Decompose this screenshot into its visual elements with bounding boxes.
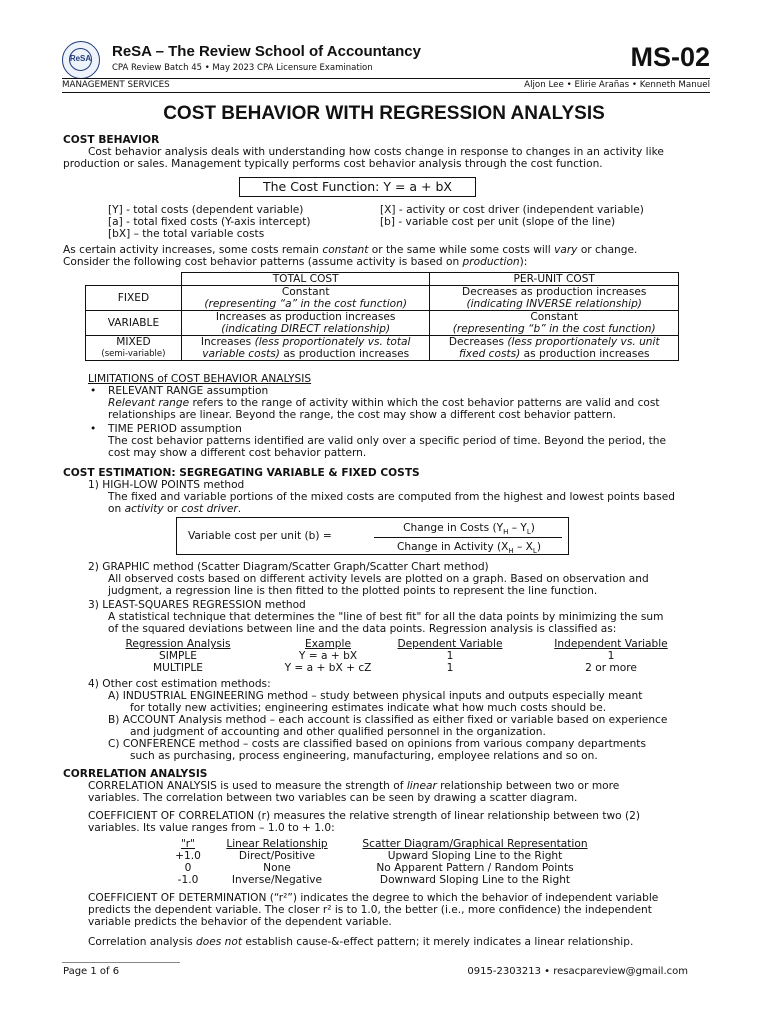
correlation-p3-line2: predicts the dependent variable. The closer r² is to 1.0, the better (i.e., more confidence) the independent xyxy=(88,904,652,916)
limitations-heading: LIMITATIONS of COST BEHAVIOR ANALYSIS xyxy=(88,373,312,385)
cost-behavior-p1-line2: production or sales. Management typically performs cost behavior analysis through the cost function. xyxy=(63,158,603,170)
reg-cell: Y = a + bX + cZ xyxy=(284,662,372,674)
reg-cell: 1 xyxy=(446,662,454,674)
reg-header-analysis: Regression Analysis xyxy=(125,638,231,650)
row-fixed-label: FIXED xyxy=(86,286,182,311)
r-cell: 0 xyxy=(184,862,192,874)
reg-cell: 1 xyxy=(607,650,615,662)
high-low-denominator: Change in Activity $(X_H - X_L)$ xyxy=(397,541,541,556)
bullet-icon: • xyxy=(90,385,97,397)
reg-header-independent: Independent Variable xyxy=(554,638,668,650)
time-period-title: TIME PERIOD assumption xyxy=(108,423,242,435)
r-cell: Direct/Positive xyxy=(238,850,316,862)
row-variable-label: VARIABLE xyxy=(86,311,182,336)
graphic-line2: judgment, a regression line is then fitted to the plotted points to represent the line function. xyxy=(108,585,598,597)
time-period-line2: cost may show a different cost behavior pattern. xyxy=(108,447,367,459)
reg-header-example: Example xyxy=(305,638,351,650)
other-c-line1: C) CONFERENCE method – costs are classified based on opinions from various company departments xyxy=(108,738,646,750)
cost-behavior-p1-line1: Cost behavior analysis deals with understanding how costs change in response to changes in an activity like xyxy=(88,146,664,158)
subject-label: MANAGEMENT SERVICES xyxy=(62,80,170,90)
reg-cell: 1 xyxy=(446,650,454,662)
def-b: [b] - variable cost per unit (slope of the line) xyxy=(380,216,616,228)
cost-behavior-table xyxy=(85,272,679,361)
footer-contact: 0915-2303213 • resacpareview@gmail.com xyxy=(467,966,688,977)
other-methods-title: 4) Other cost estimation methods: xyxy=(88,678,271,690)
other-a-line2: for totally new activities; engineering estimates indicate what how much costs should be. xyxy=(130,702,607,714)
high-low-title: 1) HIGH-LOW POINTS method xyxy=(88,479,245,491)
col-total-cost: TOTAL COST xyxy=(181,273,430,286)
relevant-range-title: RELEVANT RANGE assumption xyxy=(108,385,269,397)
r-cell: +1.0 xyxy=(175,850,201,862)
correlation-p3-line1: COEFFICIENT OF DETERMINATION (“r²”) indicates the degree to which the behavior of independent variable xyxy=(88,892,659,904)
correlation-p4: Correlation analysis does not establish cause-&-effect pattern; it merely indicates a linear relationship. xyxy=(88,936,634,948)
relevant-range-line2: relationships are linear. Beyond the range, the cost may show a different cost behavior pattern. xyxy=(108,409,617,421)
high-low-formula-label: Variable cost per unit (b) = xyxy=(188,530,332,542)
correlation-p2-line2: variables. Its value ranges from – 1.0 to + 1.0: xyxy=(88,822,335,834)
def-y: [Y] - total costs (dependent variable) xyxy=(108,204,304,216)
correlation-p1-line1: CORRELATION ANALYSIS is used to measure the strength of linear relationship between two or more xyxy=(88,780,620,792)
table-header-row xyxy=(86,273,679,286)
r-cell: Downward Sloping Line to the Right xyxy=(379,874,571,886)
table-row: FIXED Constant (representing “a” in the cost function) Decreases as production increases (indicating INVERSE relationship) xyxy=(86,286,679,311)
table-row: VARIABLE Increases as production increases (indicating DIRECT relationship) Constant (representing “b” in the cost function) xyxy=(86,311,679,336)
reg-header-dependent: Dependent Variable xyxy=(397,638,503,650)
other-b-line1: B) ACCOUNT Analysis method – each account is classified as either fixed or variable based on experience xyxy=(108,714,668,726)
reg-cell: SIMPLE xyxy=(159,650,197,662)
row-mixed-label: MIXED (semi-variable) xyxy=(86,336,182,361)
estimation-heading: COST ESTIMATION: SEGREGATING VARIABLE & FIXED COSTS xyxy=(63,467,420,479)
cost-function-formula: The Cost Function: Y = a + bX xyxy=(263,179,452,194)
high-low-numerator: Change in Costs $(Y_H - Y_L)$ xyxy=(403,522,535,537)
high-low-formula-box xyxy=(176,517,569,555)
table-row: MIXED (semi-variable) Increases (less proportionately vs. total variable costs) as production increases Decreases (less proportionately vs. unit fixed costs) as production increases xyxy=(86,336,679,361)
def-bx: [bX] – the total variable costs xyxy=(108,228,265,240)
def-a: [a] - total fixed costs (Y-axis intercept) xyxy=(108,216,311,228)
high-low-line2: on activity or cost driver. xyxy=(108,503,242,515)
col-per-unit-cost: PER-UNIT COST xyxy=(430,273,679,286)
r-cell: Inverse/Negative xyxy=(231,874,323,886)
r-cell: -1.0 xyxy=(177,874,199,886)
least-squares-title: 3) LEAST-SQUARES REGRESSION method xyxy=(88,599,306,611)
least-squares-line2: of the squared deviations between line and the data points. Regression analysis is classified as: xyxy=(108,623,617,635)
page-number: Page 1 of 6 xyxy=(63,966,120,977)
correlation-heading: CORRELATION ANALYSIS xyxy=(63,768,208,780)
header-subtitle: CPA Review Batch 45 • May 2023 CPA Licensure Examination xyxy=(112,63,373,73)
reg-cell: Y = a + bX xyxy=(298,650,358,662)
fraction-bar xyxy=(374,537,562,538)
header-rule-bottom xyxy=(62,92,710,93)
page-title: COST BEHAVIOR WITH REGRESSION ANALYSIS xyxy=(163,103,605,124)
r-cell: Upward Sloping Line to the Right xyxy=(387,850,563,862)
r-header-scatter: Scatter Diagram/Graphical Representation xyxy=(362,838,588,850)
cost-function-box xyxy=(239,177,476,197)
header-rule-top xyxy=(62,78,710,79)
bullet-icon: • xyxy=(90,423,97,435)
document-code: MS-02 xyxy=(630,42,710,72)
time-period-line1: The cost behavior patterns identified are valid only over a specific period of time. Beyond the period, the xyxy=(108,435,666,447)
other-a-line1: A) INDUSTRIAL ENGINEERING method – study between physical inputs and outputs especially meant xyxy=(108,690,643,702)
correlation-p3-line3: variable predicts the behavior of the dependent variable. xyxy=(88,916,392,928)
least-squares-line1: A statistical technique that determines the "line of best fit" for all the data points by minimizing the sum xyxy=(108,611,664,623)
reg-cell: MULTIPLE xyxy=(153,662,203,674)
graphic-title: 2) GRAPHIC method (Scatter Diagram/Scatter Graph/Scatter Chart method) xyxy=(88,561,489,573)
reg-cell: 2 or more xyxy=(585,662,637,674)
cost-behavior-p2-line1: As certain activity increases, some costs remain constant or the same while some costs will vary or change. xyxy=(63,244,638,256)
r-header-relationship: Linear Relationship xyxy=(226,838,328,850)
other-b-line2: and judgment of accounting and other qualified personnel in the organization. xyxy=(130,726,546,738)
correlation-p1-line2: variables. The correlation between two variables can be seen by drawing a scatter diagram. xyxy=(88,792,578,804)
cost-behavior-heading: COST BEHAVIOR xyxy=(63,134,160,146)
relevant-range-line1: Relevant range refers to the range of activity within which the cost behavior patterns are valid and cost xyxy=(108,397,660,409)
def-x: [X] - activity or cost driver (independent variable) xyxy=(380,204,644,216)
r-cell: None xyxy=(263,862,291,874)
resa-logo xyxy=(62,41,100,79)
footer-rule xyxy=(62,962,180,963)
authors: Aljon Lee • Elirie Arañas • Kenneth Manuel xyxy=(524,80,710,90)
school-name: ReSA – The Review School of Accountancy xyxy=(112,43,421,60)
logo-text: ReSA xyxy=(69,54,92,63)
high-low-line1: The fixed and variable portions of the mixed costs are computed from the highest and lowest points based xyxy=(108,491,676,503)
other-c-line2: such as purchasing, process engineering, manufacturing, employee relations and so on. xyxy=(130,750,598,762)
cost-behavior-p2-line2: Consider the following cost behavior patterns (assume activity is based on production): xyxy=(63,256,528,268)
correlation-p2-line1: COEFFICIENT OF CORRELATION (r) measures the relative strength of linear relationship between two (2) xyxy=(88,810,641,822)
graphic-line1: All observed costs based on different activity levels are plotted on a graph. Based on observation and xyxy=(108,573,649,585)
r-cell: No Apparent Pattern / Random Points xyxy=(376,862,574,874)
r-header-r: "r" xyxy=(180,838,196,850)
